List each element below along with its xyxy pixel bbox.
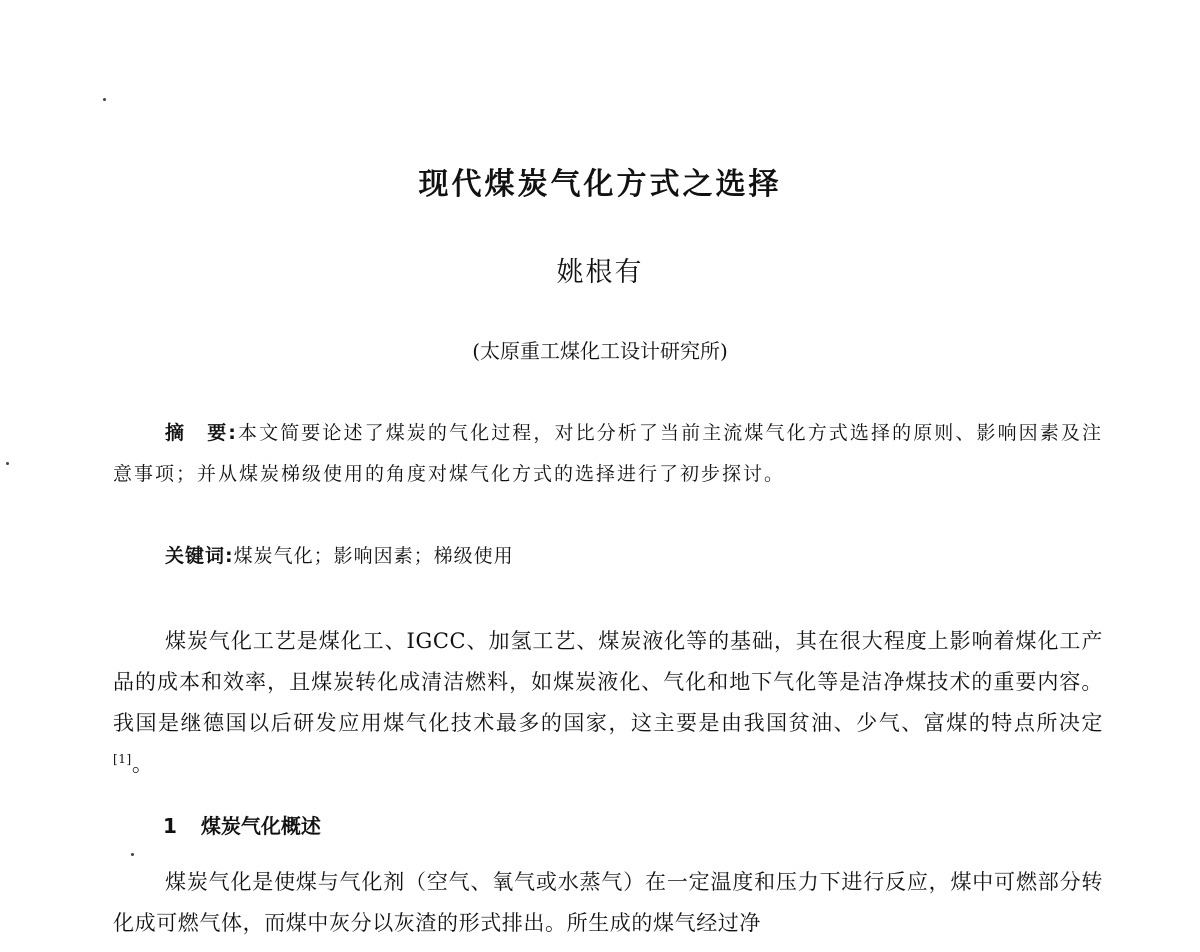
scan-artifact	[131, 853, 134, 856]
keywords-text: 煤炭气化；影响因素；梯级使用	[233, 545, 514, 567]
intro-paragraph	[113, 621, 1103, 785]
abstract-text: 本文简要论述了煤炭的气化过程，对比分析了当前主流煤气化方式选择的原则、影响因素及注意事项；并从煤炭梯级使用的角度对煤气化方式的选择进行了初步探讨。	[113, 422, 1103, 485]
keywords-label: 关键词:	[165, 545, 234, 567]
section-heading	[163, 809, 321, 843]
intro-text: 煤炭气化工艺是煤化工、IGCC、加氢工艺、煤炭液化等的基础，其在很大程度上影响着煤化工产品的成本和效率，且煤炭转化成清洁燃料，如煤炭液化、气化和地下气化等是洁净煤技术的重要内容。我国是继德国以后研发应用煤气化技术最多的国家，这主要是由我国贫油、少气、富煤的特点所决定	[113, 629, 1103, 735]
keywords	[165, 536, 514, 577]
paper-title: 现代煤炭气化方式之选择	[418, 167, 782, 202]
scan-artifact	[6, 462, 9, 465]
abstract-label: 摘 要:	[165, 422, 238, 444]
paper-author: 姚根有	[556, 257, 644, 288]
scan-artifact	[103, 98, 106, 101]
citation-ref: [1]	[113, 752, 132, 766]
abstract	[113, 413, 1103, 495]
author-affiliation: (太原重工煤化工设计研究所)	[472, 339, 728, 363]
section-title: 煤炭气化概述	[200, 814, 321, 838]
section-paragraph: 煤炭气化是使煤与气化剂（空气、氧气或水蒸气）在一定温度和压力下进行反应，煤中可燃部分转化成可燃气体，而煤中灰分以灰渣的形式排出。所生成的煤气经过净	[113, 870, 1103, 935]
intro-end: 。	[131, 752, 154, 776]
section-number: 1	[163, 814, 177, 838]
